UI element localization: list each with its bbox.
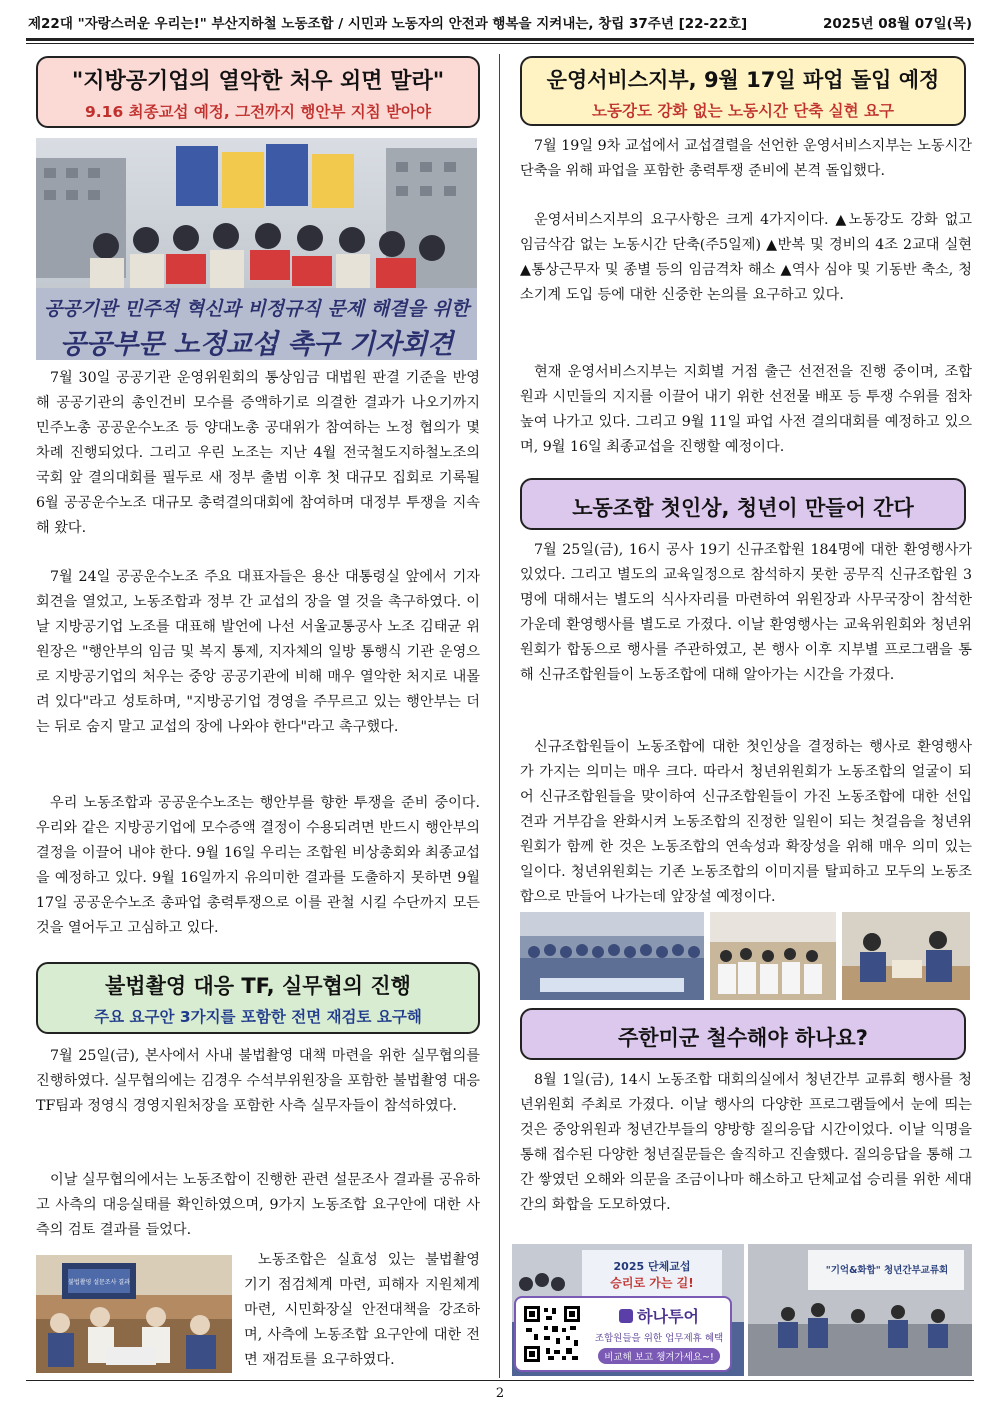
- hanatour-logo-icon: [619, 1309, 633, 1323]
- article1-photo-banner-line1: 공공기관 민주적 혁신과 비정규직 문제 해결을 위한: [43, 298, 470, 320]
- ad-line1: 조합원들을 위한 업무제휴 혜택: [594, 1333, 724, 1344]
- masthead-date: 2025년 08월 07일(목): [822, 16, 972, 32]
- qr-code-icon: [522, 1304, 582, 1364]
- article3-paragraph-1: 7월 19일 9차 교섭에서 교섭결렬을 선언한 운영서비스지부는 노동시간 단축을 위해 파업을 포함한 총력투쟁 준비에 본격 돌입했다.: [520, 138, 972, 179]
- bottom-rule: [26, 1380, 974, 1381]
- article1-title: "지방공기업의 열악한 처우 외면 말라": [71, 69, 445, 94]
- top-rule-thick: [26, 38, 974, 41]
- page-number: 2: [495, 1386, 505, 1401]
- article2-headline-box: [36, 962, 480, 1034]
- article4-photo-desk: [842, 912, 970, 1000]
- top-rule-thin: [26, 43, 974, 44]
- masthead: [28, 8, 972, 34]
- article4-photo-room: [710, 912, 836, 1000]
- ad-brand: 하나투어: [637, 1307, 699, 1326]
- article4-headline-box: [520, 478, 966, 530]
- article3-paragraph-3: 현재 운영서비스지부는 지회별 거점 출근 선전전을 진행 중이며, 조합원과 시민들의 지지를 이끌어 내기 위한 선전물 배포 등 투쟁 수위를 점차 높여 나가고 있다. 그리고 9월 11일 파업 사전 결의대회를 예정하고 있으며, 9월 16일 최종교섭을 진행할 예정이다.: [520, 364, 972, 455]
- article5-title: 주한미군 철수해야 하나요?: [618, 1026, 868, 1050]
- article4-paragraph-1: 7월 25일(금), 16시 공사 19기 신규조합원 184명에 대한 환영행사가 있었다. 그리고 별도의 교육일정으로 참석하지 못한 공무직 신규조합원 3명에 대해서는 별도의 식사자리를 마련하여 위원장과 사무국장이 참석한 가운데 환영행사를 별도로 가졌다. 이날 환영행사는 교육위원회와 청년위원회가 합동으로 행사를 주관하였고, 본 행사 이후 지부별 프로그램을 통해 신규조합원들이 노동조합에 대해 알아가는 시간을 가졌다.: [520, 542, 972, 683]
- article1-subtitle: 9.16 최종교섭 예정, 그전까지 행안부 지침 받아야: [84, 103, 432, 121]
- article1-paragraph-2: 7월 24일 공공운수노조 주요 대표자들은 용산 대통령실 앞에서 기자회견을 열었고, 노동조합과 정부 간 교섭의 장을 열 것을 촉구하였다. 이날 지방공기업 노조를 대표해 발언에 나선 서울교통공사 노조 김태균 위원장은 "행안부의 임금 및 복지 통제, 지자체의 일방 통행식 기관 운영으로 지방공기업의 처우는 중앙 공공기관에 비해 매우 열악한 처지로 내몰려 있다"라고 성토하며, "지방공기업 경영을 주무르고 있는 행안부는 더는 뒤로 숨지 말고 교섭의 장에 나와야 한다"라고 촉구했다.: [36, 569, 480, 735]
- article1-paragraph-1: 7월 30일 공공기관 운영위원회의 통상임금 대법원 판결 기준을 반영해 공공기관의 총인건비 모수를 증액하기로 의결한 결과가 나오기까지 민주노총 공공운수노조 등 양대노총 공대위가 참여하는 노정 협의가 몇 차례 진행되었다. 그리고 우린 노조는 지난 4월 전국철도지하철노조의 국회 앞 결의대회를 필두로 새 정부 출범 이후 첫 대규모 집회로 기록될 6월 공공운수노조 대규모 총력결의대회에 참여하며 대정부 투쟁을 지속해 왔다.: [36, 370, 480, 536]
- article4-paragraph-2: 신규조합원들이 노동조합에 대한 첫인상을 결정하는 행사로 환영행사가 가지는 의미는 매우 크다. 따라서 청년위원회가 노동조합의 얼굴이 되어 신규조합원들을 맞이하여 신규조합원들이 가진 노동조합에 대한 선입견과 거부감을 완화시켜 노동조합의 진정한 일원이 되는 첫걸음을 청년위원회가 함께 한 것은 노동조합의 연속성과 확장성을 위해 매우 의미 있는 일이다. 청년위원회는 기존 노동조합의 이미지를 탈피하고 모두의 노동조합으로 만들어 나가는데 앞장설 예정이다.: [520, 739, 972, 905]
- ad-brand-row: [590, 1304, 728, 1327]
- article3-title: 운영서비스지부, 9월 17일 파업 돌입 예정: [546, 68, 940, 92]
- article5-paragraph-1: 8월 1일(금), 14시 노동조합 대회의실에서 청년간부 교류회 행사를 청년위원회 주최로 가졌다. 이날 행사의 다양한 프로그램들에서 눈에 띄는 것은 중앙위원과 청년간부들의 양방향 질의응답 시간이었다. 이날 익명을 통해 접수된 다양한 청년질문들은 솔직하고 진솔했다. 질의응답을 통해 그간 쌓였던 오해와 의문을 조금이나마 해소하고 단체교섭 승리를 위한 세대 간의 화합을 도모하였다.: [520, 1072, 972, 1213]
- article5-photo-banner-1: 2025 단체교섭: [613, 1260, 691, 1273]
- article3-subtitle: 노동강도 강화 없는 노동시간 단축 실현 요구: [592, 102, 894, 120]
- article1-paragraph-3: 우리 노동조합과 공공운수노조는 행안부를 향한 투쟁을 준비 중이다. 우리와 같은 지방공기업에 모수증액 결정이 수용되려면 반드시 행안부의 결정을 이끌어 내야 한다. 9월 16일 우리는 조합원 비상총회와 최종교섭을 예정하고 있다. 9월 16일까지 유의미한 결과를 도출하지 못하면 9월 17일 공공운수노조 총파업 총력투쟁으로 이를 관철 시킬 수단까지 모든 것을 열어두고 고심하고 있다.: [36, 795, 480, 936]
- article2-photo: [36, 1255, 232, 1373]
- article1-headline-box: [36, 56, 480, 128]
- article5-headline-box: [520, 1008, 966, 1060]
- article4-title: 노동조합 첫인상, 청년이 만들어 간다: [572, 496, 914, 520]
- article2-title: 불법촬영 대응 TF, 실무협의 진행: [105, 974, 411, 998]
- article2-paragraph-3: 노동조합은 실효성 있는 불법촬영 기기 점검체계 마련, 피해자 지원체계 마련, 시민화장실 안전대책을 강조하며, 사측에 노동조합 요구안에 대한 전면 재검토를 요구하였다.: [244, 1252, 480, 1368]
- article2-subtitle: 주요 요구안 3가지를 포함한 전면 재검토 요구해: [94, 1008, 422, 1026]
- article1-photo-banner-line2: 공공부문 노정교섭 촉구 기자회견: [59, 329, 454, 360]
- article1-photo: [36, 138, 477, 360]
- ad-box[interactable]: [514, 1296, 732, 1372]
- article5-photo-meeting: [748, 1244, 972, 1376]
- article5-photo-banner-2: 승리로 가는 길!: [610, 1276, 694, 1290]
- article5-photo-banner-3: "기억&화합" 청년간부교류회: [825, 1265, 949, 1276]
- column-divider: [499, 54, 500, 1378]
- ad-line2: 비교해 보고 챙겨가세요~!: [598, 1348, 720, 1364]
- article3-headline-box: [520, 56, 966, 126]
- article3-paragraph-2: 운영서비스지부의 요구사항은 크게 4가지이다. ▲노동강도 강화 없고 임금삭감 없는 노동시간 단축(주5일제) ▲반복 및 경비의 4조 2교대 실현 ▲통상근무자 및 종별 등의 임금격차 해소 ▲역사 심야 및 기동반 축소, 청소기계 도입 등에 대한 신중한 논의를 요구하고 있다.: [520, 212, 972, 303]
- article2-paragraph-1: 7월 25일(금), 본사에서 사내 불법촬영 대책 마련을 위한 실무협의를 진행하였다. 실무협의에는 김경우 수석부위원장을 포함한 불법촬영 대응 TF팀과 정영식 경영지원처장을 포함한 사측 실무자들이 참석하였다.: [36, 1048, 480, 1114]
- article2-paragraph-2: 이날 실무협의에서는 노동조합이 진행한 관련 설문조사 결과를 공유하고 사측의 대응실태를 확인하였으며, 9가지 노동조합 요구안에 대한 사측의 검토 결과를 들었다.: [36, 1172, 480, 1238]
- article2-photo-sign: 불법촬영 설문조사 결과: [68, 1279, 130, 1286]
- article4-photo-hall: [520, 912, 704, 1000]
- masthead-left: 제22대 "자랑스러운 우리는!" 부산지하철 노동조합 / 시민과 노동자의 안전과 행복을 지켜내는, 창립 37주년 [22-22호]: [28, 16, 748, 32]
